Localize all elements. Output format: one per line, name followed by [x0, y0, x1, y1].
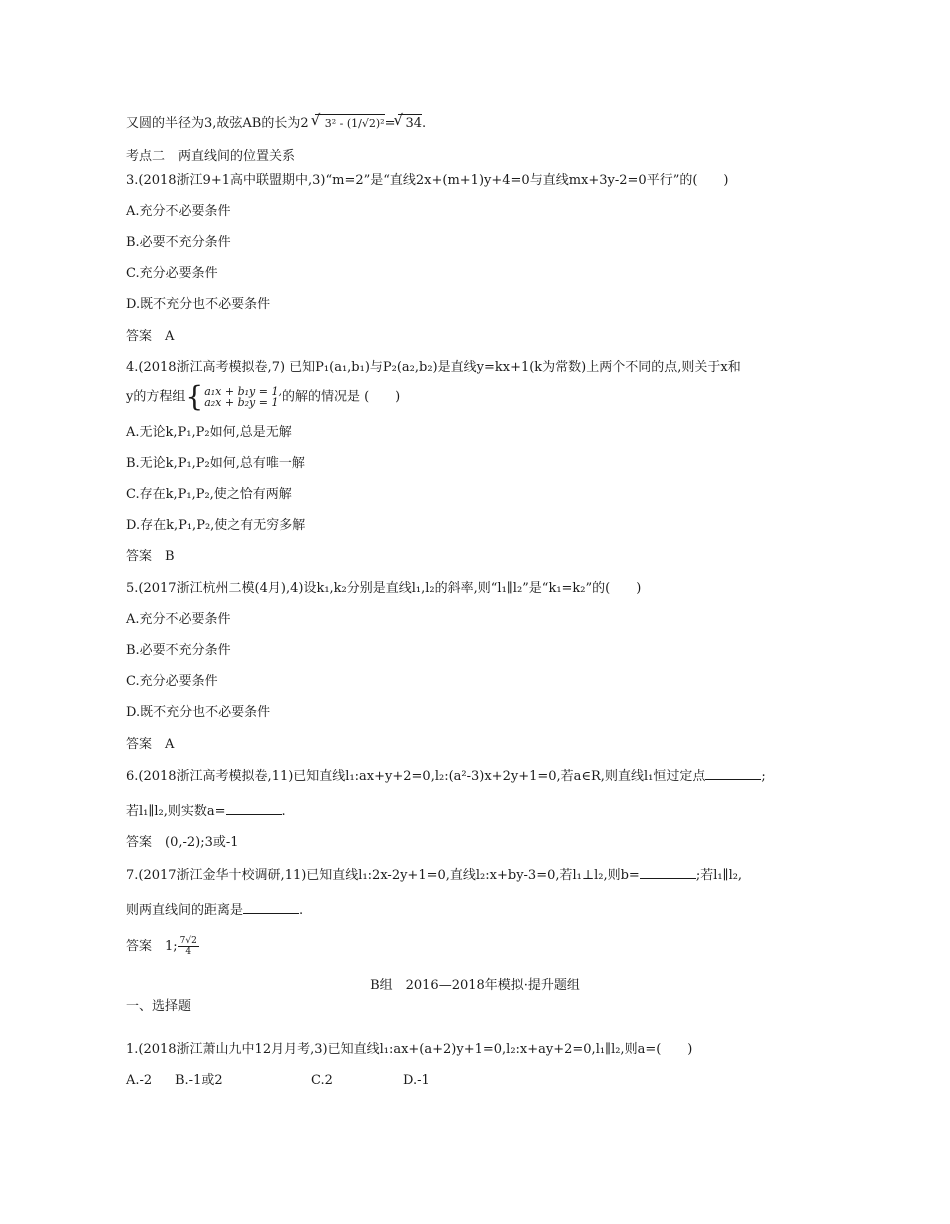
q4-option-c: C.存在k,P₁,P₂,使之恰有两解 — [126, 487, 292, 502]
section-title: 考点二 两直线间的位置关系 — [126, 149, 296, 164]
q3-option-c: C.充分必要条件 — [126, 266, 218, 281]
chord-result-radical — [398, 114, 423, 133]
q7-stem-mid: ;若l₁∥l₂, — [695, 868, 743, 883]
q3-option-a: A.充分不必要条件 — [126, 204, 231, 219]
q6-stem-end1: ; — [761, 769, 766, 784]
qb1-option-c: C.2 — [311, 1073, 333, 1088]
q4-option-a: A.无论k,P₁,P₂如何,总是无解 — [126, 425, 292, 440]
chord-result: 34 — [405, 116, 423, 131]
q4-stem-line1: 4.(2018浙江高考模拟卷,7) 已知P₁(a₁,b₁)与P₂(a₂,b₂)是直线y=kx+1(k为常数)上两个不同的点,则关于x和 — [126, 360, 741, 375]
qb1-option-a: A.-2 — [126, 1073, 153, 1088]
q3-stem: 3.(2018浙江9+1高中联盟期中,3)“m=2”是“直线2x+(m+1)y+4=0与直线mx+3y-2=0平行”的( ) — [126, 173, 729, 188]
q4-stem-prefix: y的方程组 — [126, 389, 186, 405]
chord-end: . — [422, 116, 427, 131]
group-b-title: B组 2016—2018年模拟·提升题组 — [370, 978, 580, 993]
q7-stem-text1: 7.(2017浙江金华十校调研,11)已知直线l₁:2x-2y+1=0,直线l₂:x+by-3=0,若l₁⊥l₂,则b= — [126, 868, 640, 883]
q4-equation-system — [185, 380, 282, 413]
q4-stem-line2 — [126, 380, 401, 413]
qb1-option-b: B.-1或2 — [175, 1073, 223, 1088]
q7-answer-numerator: 7√2 — [179, 936, 197, 946]
q5-option-d: D.既不充分也不必要条件 — [126, 705, 271, 720]
left-brace: { — [185, 380, 204, 413]
q4-system-row1: a₁x + b₁y = 1, — [204, 385, 282, 398]
chord-radical — [315, 114, 385, 133]
q6-answer: 答案 (0,-2);3或-1 — [126, 835, 239, 850]
q5-option-b: B.必要不充分条件 — [126, 643, 231, 658]
q4-option-d: D.存在k,P₁,P₂,使之有无穷多解 — [126, 518, 306, 533]
q7-stem-line2 — [126, 901, 303, 920]
q6-stem-line1 — [126, 767, 766, 786]
q7-answer — [126, 936, 199, 957]
q7-blank-2[interactable] — [243, 901, 299, 914]
q7-stem-line1 — [126, 866, 742, 885]
q6-stem-line2 — [126, 802, 286, 821]
q5-stem: 5.(2017浙江杭州二模(4月),4)设k₁,k₂分别是直线l₁,l₂的斜率,则“l₁∥l₂”是“k₁=k₂”的( ) — [126, 581, 642, 596]
q6-stem-text1: 6.(2018浙江高考模拟卷,11)已知直线l₁:ax+y+2=0,l₂:(a²-3)x+2y+1=0,若a∈R,则直线l₁恒过定点 — [126, 769, 706, 784]
q5-option-c: C.充分必要条件 — [126, 674, 218, 689]
q5-option-a: A.充分不必要条件 — [126, 612, 231, 627]
q7-answer-fraction — [178, 936, 199, 957]
q3-option-b: B.必要不充分条件 — [126, 235, 231, 250]
q5-answer: 答案 A — [126, 737, 175, 752]
q6-stem-text2: 若l₁∥l₂,则实数a= — [126, 804, 226, 819]
q7-answer-denominator: 4 — [185, 947, 192, 957]
qb1-stem: 1.(2018浙江萧山九中12月月考,3)已知直线l₁:ax+(a+2)y+1=0,l₂:x+ay+2=0,l₁∥l₂,则a=( ) — [126, 1042, 693, 1057]
q4-answer: 答案 B — [126, 549, 175, 564]
q7-stem-text2: 则两直线间的距离是 — [126, 903, 244, 918]
q4-system-row2: a₂x + b₂y = 1 — [204, 396, 279, 409]
chord-equals: = — [384, 116, 396, 131]
chord-length-line — [126, 114, 426, 133]
q7-blank-1[interactable] — [640, 866, 696, 879]
q3-option-d: D.既不充分也不必要条件 — [126, 297, 271, 312]
q3-answer: 答案 A — [126, 329, 175, 344]
q7-stem-end2: . — [299, 903, 304, 918]
part-one-title: 一、选择题 — [126, 999, 192, 1014]
q6-blank-1[interactable] — [705, 767, 761, 780]
q4-option-b: B.无论k,P₁,P₂如何,总有唯一解 — [126, 456, 305, 471]
q4-stem-suffix: 的解的情况是 ( ) — [281, 389, 401, 405]
q6-blank-2[interactable] — [226, 802, 282, 815]
chord-radicand: 3² - (1/√2)² — [324, 117, 385, 130]
chord-length-prefix: 又圆的半径为3,故弦AB的长为2 — [126, 116, 309, 131]
q7-answer-prefix: 答案 1; — [126, 939, 178, 954]
q6-stem-end2: . — [281, 804, 286, 819]
qb1-option-d: D.-1 — [403, 1073, 430, 1088]
